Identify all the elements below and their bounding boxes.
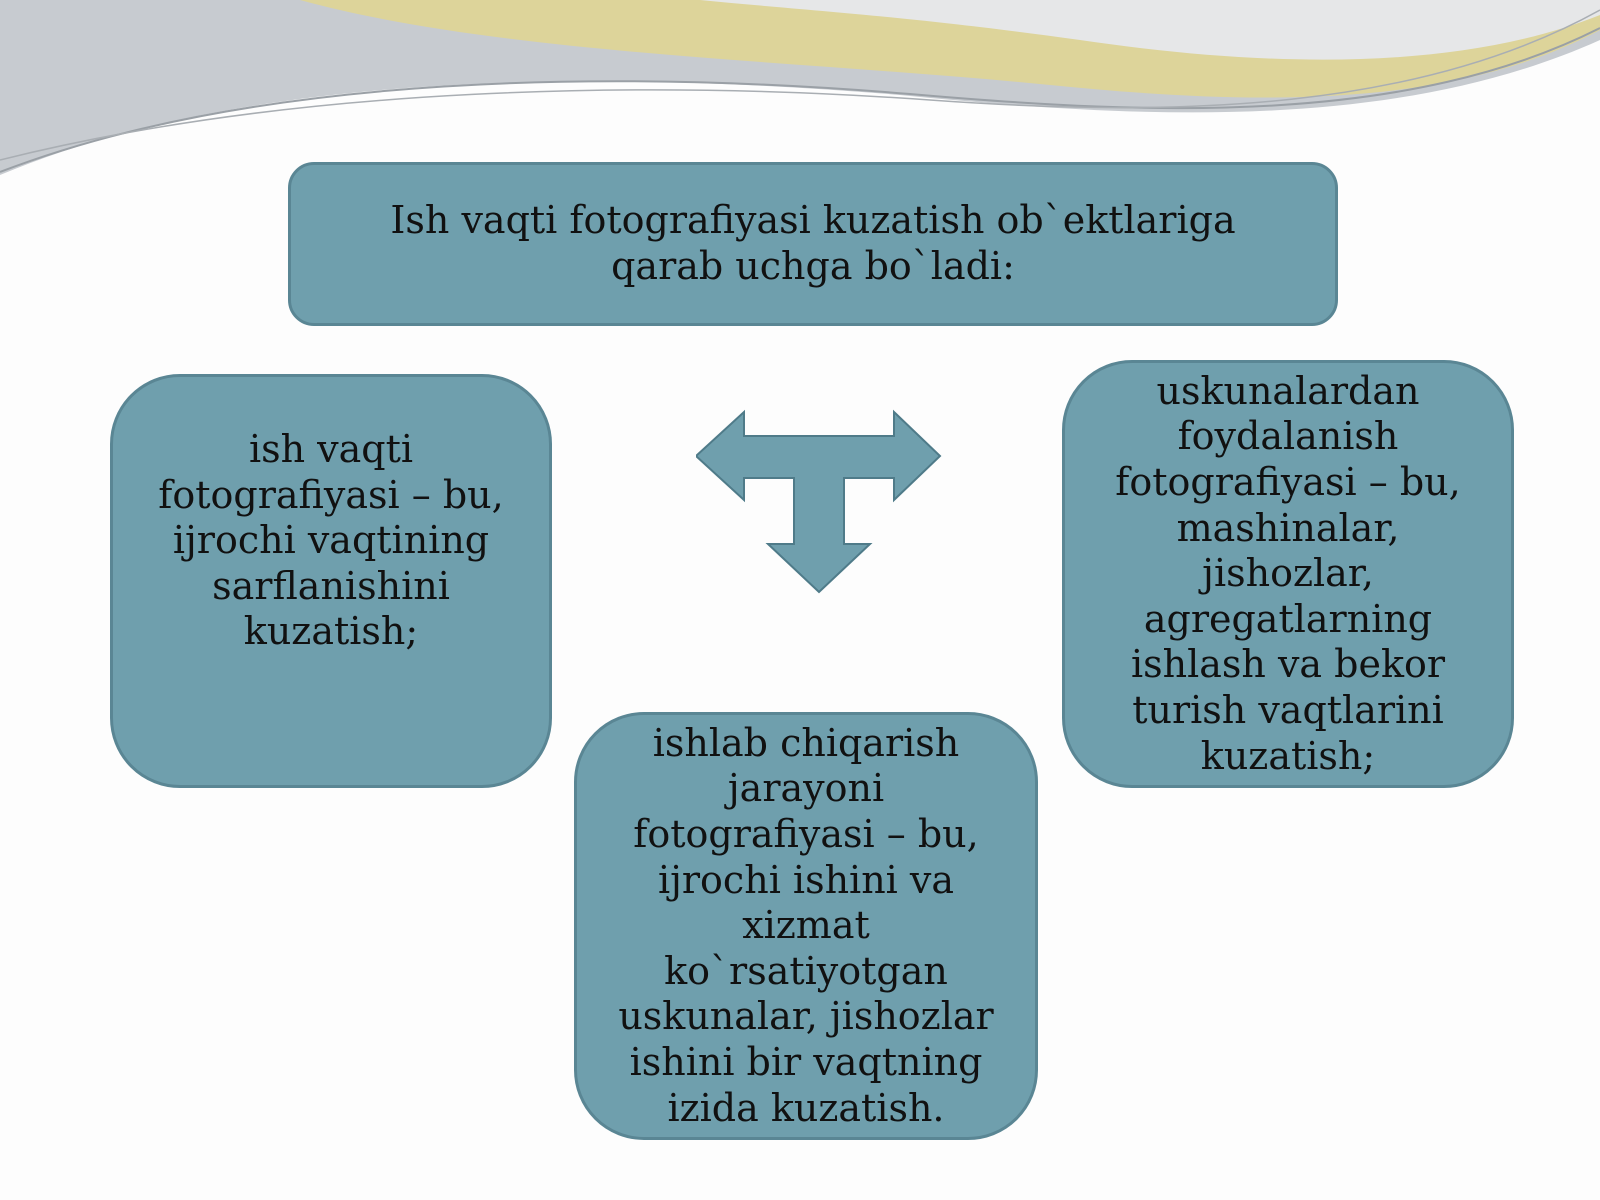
item-text: ish vaqti fotografiyasi – bu, ijrochi vaqtining sarflanishini kuzatish; [158, 427, 504, 654]
title-text: Ish vaqti fotografiyasi kuzatish ob`ektlariga qarab uchga bo`ladi: [390, 198, 1236, 288]
item-box-worker-time [110, 374, 552, 788]
item-text: ishlab chiqarish jarayoni fotografiyasi – bu, ijrochi ishini va xizmat ko`rsatiyotgan uskunalar, jishozlar ishini bir vaqtning izida kuzatish. [618, 720, 994, 1130]
title-box [288, 162, 1338, 326]
item-box-production-process [574, 712, 1038, 1140]
three-way-arrow-icon [696, 408, 942, 594]
item-text: uskunalardan foydalanish fotografiyasi – bu, mashinalar, jishozlar, agregatlarning ishlash va bekor turish vaqtlarini kuzatish; [1115, 368, 1461, 778]
item-box-equipment-usage [1062, 360, 1514, 788]
